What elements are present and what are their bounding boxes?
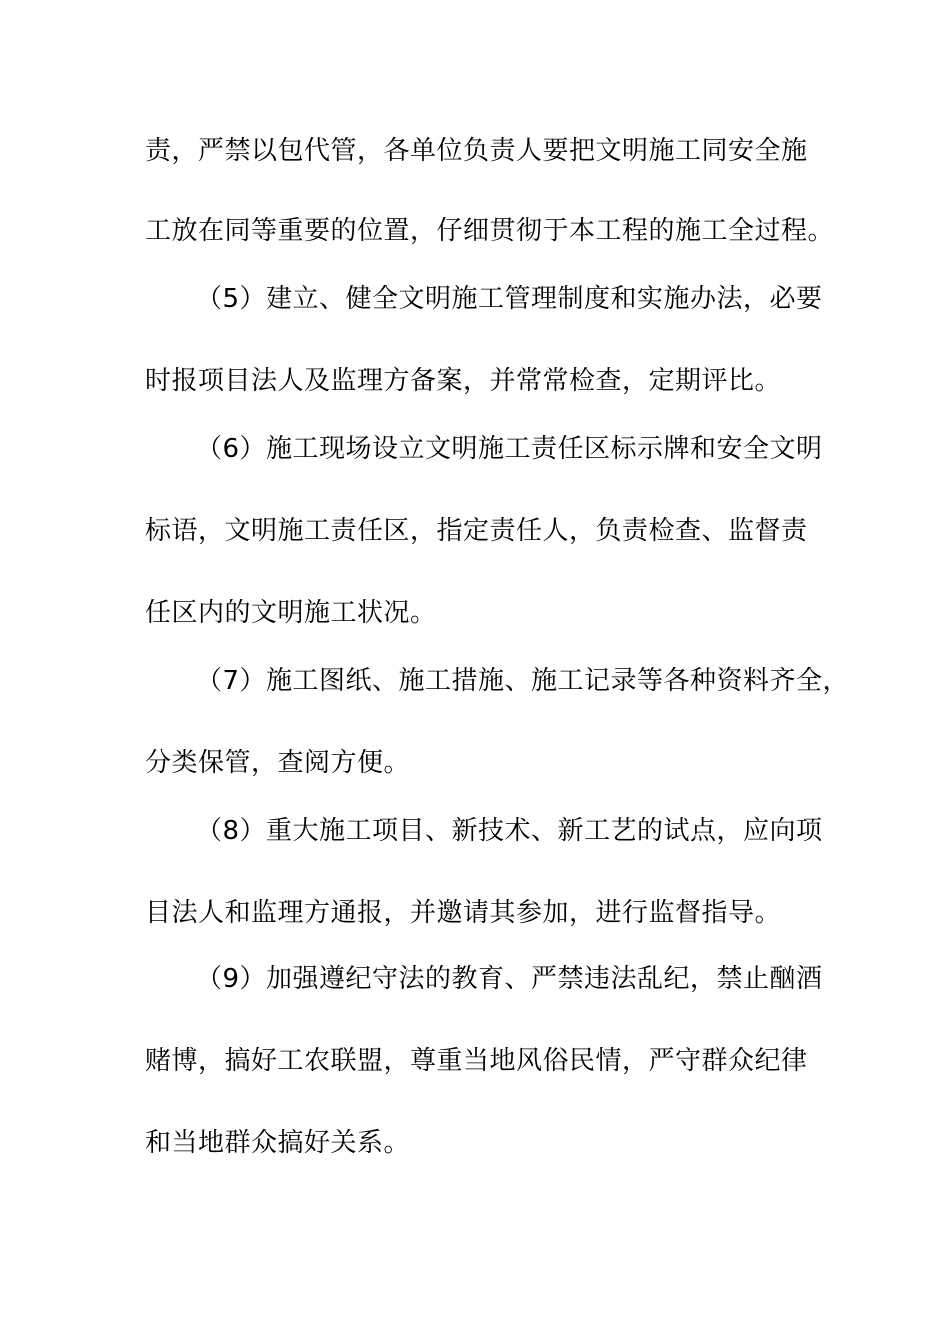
paragraph-6-start: （6）施工现场设立文明施工责任区标示牌和安全文明 <box>196 434 823 464</box>
text-line: 目法人和监理方通报，并邀请其参加，进行监督指导。 <box>145 898 782 928</box>
text-line: 和当地群众搞好关系。 <box>145 1128 411 1158</box>
paragraph-7-start: （7）施工图纸、施工措施、施工记录等各种资料齐全， <box>196 666 850 696</box>
text-line: 责，严禁以包代管，各单位负责人要把文明施工同安全施 <box>145 136 808 166</box>
paragraph-5-start: （5）建立、健全文明施工管理制度和实施办法，必要 <box>196 284 823 314</box>
text-line: 工放在同等重要的位置，仔细贯彻于本工程的施工全过程。 <box>145 216 835 246</box>
text-line: 任区内的文明施工状况。 <box>145 598 437 628</box>
text-line: 时报项目法人及监理方备案，并常常检查，定期评比。 <box>145 366 782 396</box>
text-line: 分类保管，查阅方便。 <box>145 748 411 778</box>
paragraph-9-start: （9）加强遵纪守法的教育、严禁违法乱纪，禁止酗酒 <box>196 964 823 994</box>
text-line: 赌博，搞好工农联盟，尊重当地风俗民情，严守群众纪律 <box>145 1046 808 1076</box>
text-line: 标语，文明施工责任区，指定责任人，负责检查、监督责 <box>145 516 808 546</box>
paragraph-8-start: （8）重大施工项目、新技术、新工艺的试点，应向项 <box>196 816 823 846</box>
